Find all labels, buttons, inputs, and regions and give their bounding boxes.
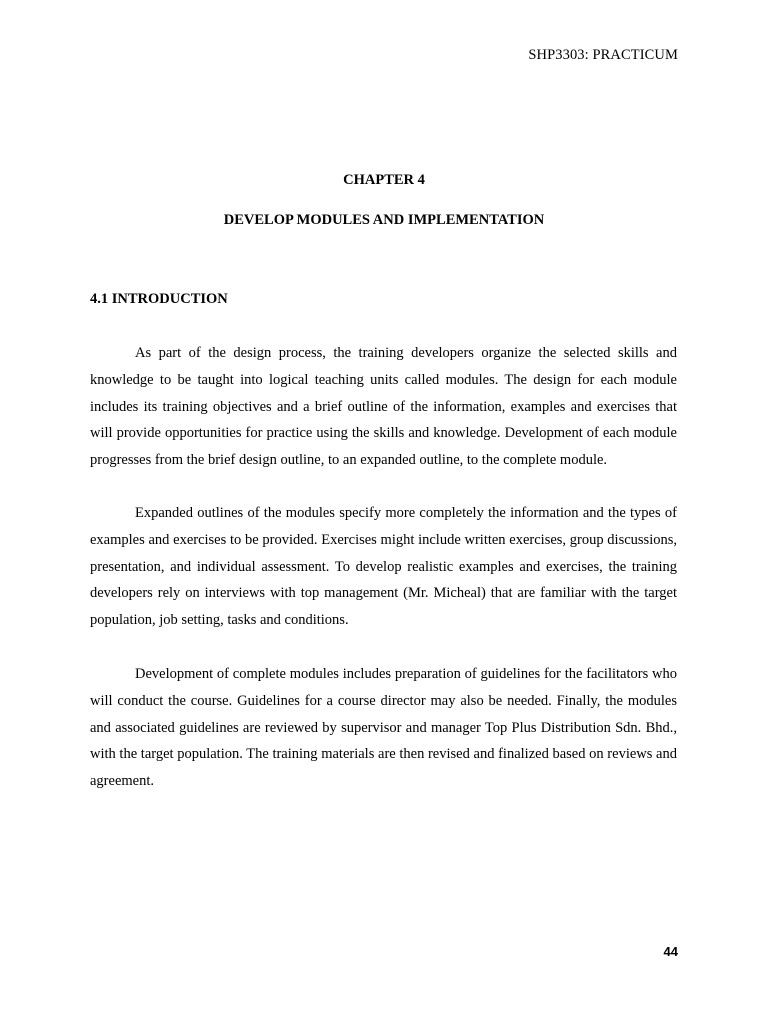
chapter-title: DEVELOP MODULES AND IMPLEMENTATION [223, 212, 545, 228]
running-header: SHP3303: PRACTICUM [528, 47, 678, 63]
paragraph: Expanded outlines of the modules specify more completely the information and the types of examples and exercises to be provided. Exercises might include written exercises, group discussions, presentation, and individual assessment. To develop realistic examples and exercises, the training developers rely on interviews with top management (Mr. Micheal) that are familiar with the target population, job setting, tasks and conditions. [90, 505, 677, 629]
section-heading: 4.1 INTRODUCTION [90, 291, 228, 307]
paragraph: Development of complete modules includes preparation of guidelines for the facilitators who will conduct the course. Guidelines for a course director may also be needed. Finally, the modules and associated guidelines are reviewed by supervisor and manager Top Plus Distribution Sdn. Bhd., with the target population. The training materials are then revised and finalized based on reviews and agreement. [90, 666, 677, 790]
paragraph: As part of the design process, the training developers organize the selected skills and knowledge to be taught into logical teaching units called modules. The design for each module includes its training objectives and a brief outline of the information, examples and exercises that will provide opportunities for practice using the skills and knowledge. Development of each module progresses from the brief design outline, to an expanded outline, to the complete module. [90, 345, 677, 469]
page-number: 44 [663, 944, 678, 959]
chapter-number: CHAPTER 4 [343, 172, 425, 188]
